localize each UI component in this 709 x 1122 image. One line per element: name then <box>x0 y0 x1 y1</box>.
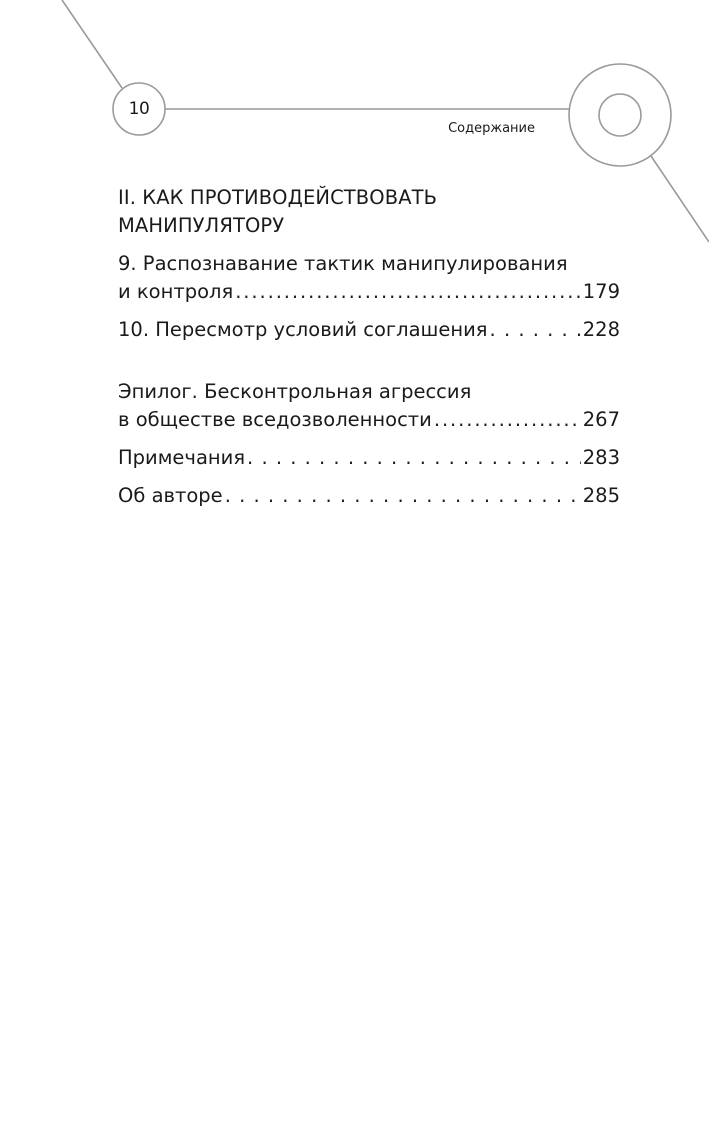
inner-ring <box>599 94 641 136</box>
toc-entry-last-line <box>118 406 620 434</box>
section-gap <box>118 354 620 378</box>
outer-ring <box>569 64 671 166</box>
part-title-line-1: II. КАК ПРОТИВОДЕЙСТВОВАТЬ <box>118 186 438 209</box>
toc-entry-epilogue[interactable] <box>118 378 620 434</box>
toc-entry-page: 228 <box>582 318 620 341</box>
toc-entry-title: 10. Пересмотр условий соглашения <box>118 318 488 341</box>
toc-entry-title-line-1: 9. Распознавание тактик манипулирования <box>118 252 568 275</box>
toc-entry-title: Об авторе <box>118 484 223 507</box>
toc-entry-page: 283 <box>582 446 620 469</box>
toc-entry-title: Примечания <box>118 446 246 469</box>
toc-entry-title-line-2: в обществе вседозволенности <box>118 408 432 431</box>
part-title <box>118 184 620 240</box>
dot-leader <box>490 316 581 344</box>
diagonal-line-right <box>651 156 709 242</box>
dot-leader <box>225 482 581 510</box>
diagonal-line-top-left <box>62 0 122 88</box>
toc-entry-last-line <box>118 278 620 306</box>
part-title-line-2: МАНИПУЛЯТОРУ <box>118 214 285 237</box>
toc-entry-last-line <box>118 316 620 344</box>
toc-entry-last-line <box>118 444 620 472</box>
toc-entry-notes[interactable] <box>118 444 620 472</box>
toc-entry-last-line <box>118 482 620 510</box>
toc-entry-title-line-1: Эпилог. Бесконтрольная агрессия <box>118 380 472 403</box>
toc-entry-page: 285 <box>582 484 620 507</box>
toc-entry-page: 267 <box>582 408 620 431</box>
running-header: Содержание <box>448 121 535 136</box>
dot-leader <box>235 278 581 306</box>
toc-entry-about-author[interactable] <box>118 482 620 510</box>
dot-leader <box>434 406 581 434</box>
toc-entry-page: 179 <box>582 280 620 303</box>
toc-entry-chapter-10[interactable] <box>118 316 620 344</box>
toc-entry-chapter-9[interactable] <box>118 250 620 306</box>
page-number: 10 <box>128 99 150 119</box>
table-of-contents <box>118 184 620 520</box>
dot-leader <box>247 444 581 472</box>
toc-entry-title-line-2: и контроля <box>118 280 234 303</box>
